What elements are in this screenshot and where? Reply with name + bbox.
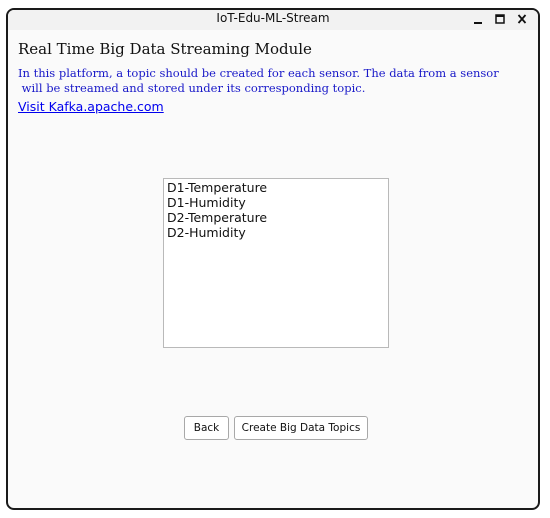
topic-list-item[interactable]: D2-Temperature	[167, 210, 268, 225]
close-icon[interactable]	[516, 11, 528, 27]
main-content	[8, 40, 538, 116]
topic-list-item[interactable]: D1-Temperature	[167, 180, 268, 195]
app-window	[6, 8, 540, 510]
window-title: IoT-Edu-ML-Stream	[216, 11, 330, 25]
back-button[interactable]: Back	[184, 416, 229, 440]
window-controls	[472, 11, 528, 27]
topic-list-item[interactable]: D2-Humidity	[167, 225, 246, 240]
title-bar[interactable]	[8, 10, 538, 30]
minimize-icon[interactable]	[472, 11, 484, 27]
create-topics-button[interactable]: Create Big Data Topics	[234, 416, 368, 440]
topic-list-item[interactable]: D1-Humidity	[167, 195, 246, 210]
description-text: In this platform, a topic should be created for each sensor. The data from a sensor will be streamed and stored under its corresponding topic.	[18, 66, 499, 95]
maximize-icon[interactable]	[494, 11, 506, 27]
topic-listbox[interactable]	[163, 178, 389, 348]
kafka-link[interactable]: Visit Kafka.apache.com	[18, 99, 164, 114]
page-title: Real Time Big Data Streaming Module	[18, 40, 312, 58]
